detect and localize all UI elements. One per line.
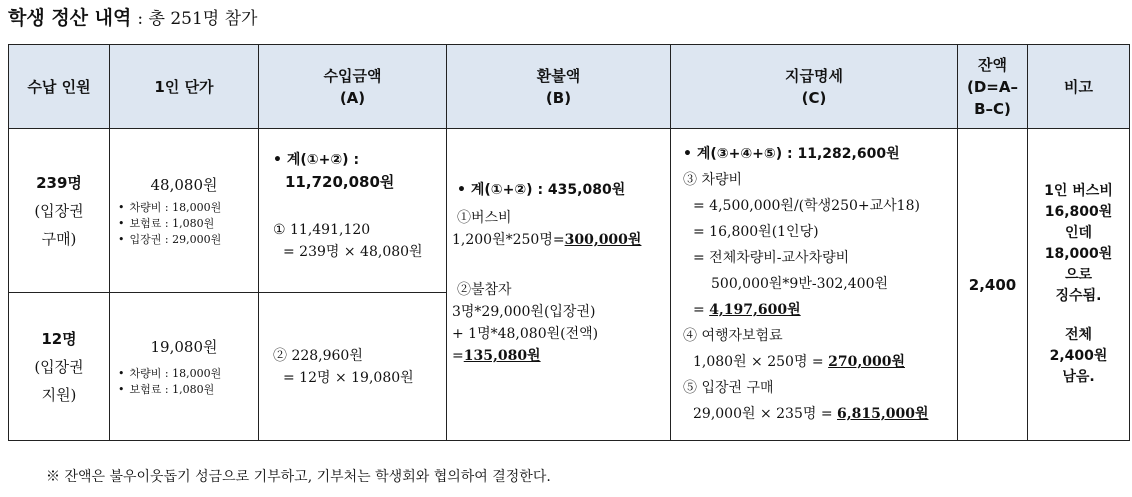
unit-price-cell [110, 129, 259, 293]
note-line: 징수됨. [1055, 288, 1102, 304]
balance-cell [958, 129, 1028, 441]
settlement-table [8, 44, 1130, 441]
refund-bus-label: ①버스비 [457, 210, 512, 226]
price-breakdown [118, 366, 258, 398]
breakdown-item: • 입장권 : 29,000원 [118, 232, 258, 248]
ticket-line: 29,000원 × 235명 = 6,815,000원 [693, 406, 929, 422]
income-total-label: • 계(①+②) : [273, 152, 360, 168]
page-title: 학생 정산 내역 [8, 7, 132, 29]
vehicle-line: = 4,500,000원/(학생250+교사18) [693, 198, 920, 214]
count-cell [9, 129, 110, 293]
ticket-amount: 6,815,000원 [837, 406, 929, 422]
vehicle-amount: 4,197,600원 [709, 302, 801, 318]
payment-total: • 계(③+④+⑤) : 11,282,600원 [683, 146, 900, 162]
breakdown-item: • 차량비 : 18,000원 [118, 366, 258, 382]
note-line: 1인 버스비 [1044, 183, 1113, 199]
price-breakdown [118, 200, 258, 248]
ticket-label: ⑤ 입장권 구매 [683, 380, 774, 396]
insurance-line: 1,080원 × 250명 = 270,000원 [693, 354, 905, 370]
header-payment: 지급명세 (C) [671, 45, 958, 129]
insurance-label: ④ 여행자보험료 [683, 328, 783, 344]
refund-absent-total: =135,080원 [452, 348, 541, 364]
income-cell [259, 293, 447, 441]
income-total-value: 11,720,080원 [285, 173, 395, 191]
note-line: 2,400원 [1049, 348, 1108, 364]
vehicle-total: = 4,197,600원 [693, 302, 801, 318]
refund-absent-line: + 1명*48,080원(전액) [452, 326, 599, 342]
unit-price: 48,080원 [150, 175, 218, 194]
refund-total: • 계(①+②) : 435,080원 [457, 182, 626, 198]
header-count: 수납 인원 [9, 45, 110, 129]
unit-price: 19,080원 [150, 337, 218, 356]
note-line: 남음. [1062, 369, 1095, 385]
count-sub: 구매) [41, 229, 77, 248]
count-main: 12명 [41, 329, 77, 348]
balance-value: 2,400 [968, 275, 1017, 294]
count-sub: 지원) [41, 385, 77, 404]
table-row [9, 129, 1130, 293]
note-line: 전체 [1064, 327, 1093, 343]
income-cell [259, 129, 447, 293]
page-heading [8, 4, 257, 33]
vehicle-line: = 전체차량비-교사차량비 [693, 250, 850, 266]
unit-price-cell [110, 293, 259, 441]
refund-absent-amount: 135,080원 [463, 348, 541, 364]
count-main: 239명 [36, 173, 82, 192]
count-sub: (입장권 [34, 357, 84, 376]
header-row [9, 45, 1130, 129]
income-detail: = 239명 × 48,080원 [283, 244, 423, 260]
note-line: 인데 [1064, 225, 1093, 241]
header-refund: 환불액 (B) [447, 45, 671, 129]
income-detail: ① 11,491,120 [273, 222, 371, 238]
header-unit-price: 1인 단가 [110, 45, 259, 129]
header-income: 수입금액 (A) [259, 45, 447, 129]
note-line: 18,000원 [1044, 246, 1113, 262]
insurance-amount: 270,000원 [828, 354, 905, 370]
note-line: 으로 [1064, 267, 1093, 283]
refund-absent-line: 3명*29,000원(입장권) [452, 304, 596, 320]
breakdown-item: • 보험료 : 1,080원 [118, 382, 258, 398]
payment-cell [671, 129, 958, 441]
breakdown-item: • 차량비 : 18,000원 [118, 200, 258, 216]
count-cell [9, 293, 110, 441]
note-cell [1028, 129, 1130, 441]
vehicle-label: ③ 차량비 [683, 172, 743, 188]
note-line: 16,800원 [1044, 204, 1113, 220]
header-balance: 잔액 (D=A– B–C) [958, 45, 1028, 129]
page-subtitle: : 총 251명 참가 [137, 9, 258, 29]
count-sub: (입장권 [34, 201, 84, 220]
footer-note: ※ 잔액은 불우이웃돕기 성금으로 기부하고, 기부처는 학생회와 협의하여 결정한다. [46, 469, 551, 485]
refund-bus-line: 1,200원*250명=300,000원 [452, 232, 642, 248]
refund-bus-amount: 300,000원 [564, 232, 642, 248]
breakdown-item: • 보험료 : 1,080원 [118, 216, 258, 232]
vehicle-line: = 16,800원(1인당) [693, 224, 819, 240]
header-note: 비고 [1028, 45, 1130, 129]
income-detail: = 12명 × 19,080원 [283, 369, 414, 386]
income-detail: ② 228,960원 [273, 347, 363, 364]
refund-absent-label: ②불참자 [457, 282, 512, 298]
vehicle-line: 500,000원*9반-302,400원 [711, 276, 888, 292]
refund-cell [447, 129, 671, 441]
